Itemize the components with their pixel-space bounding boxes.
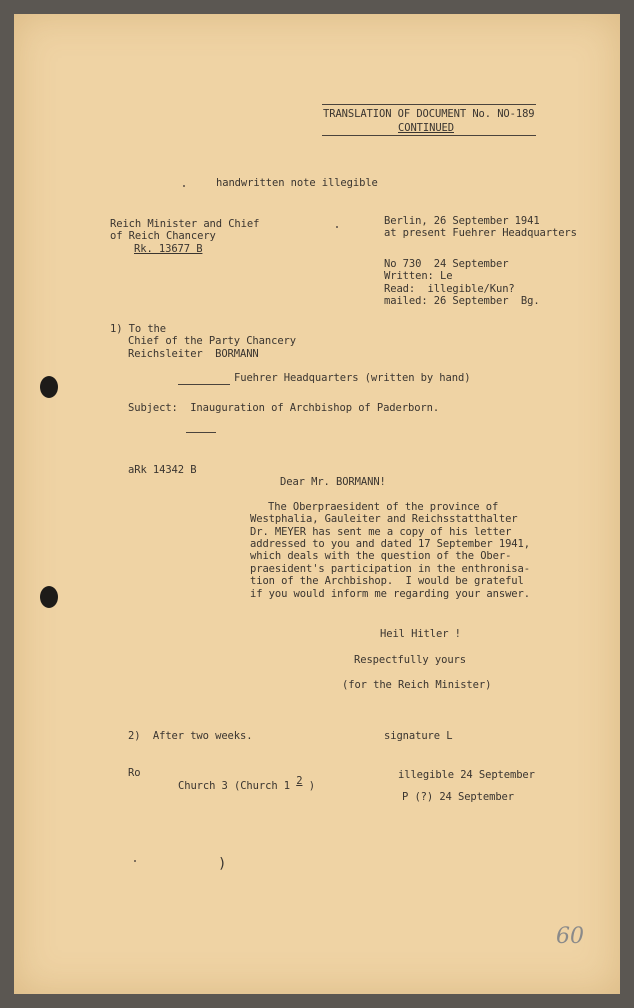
reference-number: aRk 14342 B (128, 464, 197, 476)
body-line: The Oberpraesident of the province of (268, 501, 499, 513)
dash-line-short (186, 432, 216, 433)
recipient-line1: 1) To the (110, 323, 166, 335)
registry-line2: Written: Le (384, 270, 453, 282)
church-file-note (178, 775, 315, 792)
sender-reference: Rk. 13677 B (134, 243, 203, 255)
after-two-weeks: 2) After two weeks. (128, 730, 253, 742)
dash-line (178, 384, 230, 385)
handwritten-note-label: handwritten note illegible (216, 177, 378, 189)
body-line: praesident's participation in the enthronisa- (250, 563, 530, 575)
registry-line4: mailed: 26 September Bg. (384, 295, 540, 307)
sender-line1: Reich Minister and Chief (110, 218, 260, 230)
header-rule-top (322, 104, 536, 105)
closing-for-reich-minister: (for the Reich Minister) (342, 679, 492, 691)
illegible-date: illegible 24 September (398, 769, 535, 781)
registry-line1: No 730 24 September (384, 258, 509, 270)
salutation: Dear Mr. BORMANN! (280, 476, 386, 488)
fuehrer-headquarters-note: Fuehrer Headquarters (written by hand) (234, 372, 471, 384)
punch-hole-bottom (40, 586, 58, 608)
header-continued: CONTINUED (398, 122, 454, 134)
place-date-line1: Berlin, 26 September 1941 (384, 215, 540, 227)
recipient-line3: Reichsleiter BORMANN (128, 348, 259, 360)
header-rule-bottom (322, 135, 536, 136)
church-fraction-close: ) (308, 780, 315, 792)
body-line: tion of the Archbishop. I would be grateful (250, 575, 524, 587)
ro-initials: Ro (128, 767, 141, 779)
header-title: TRANSLATION OF DOCUMENT No. NO-189 (323, 108, 535, 120)
p-date: P (?) 24 September (402, 791, 514, 803)
place-date-line2: at present Fuehrer Headquarters (384, 227, 577, 239)
stray-mark: ) (218, 856, 227, 872)
body-line: which deals with the question of the Ober- (250, 550, 512, 562)
closing-heil: Heil Hitler ! (380, 628, 461, 640)
speck (336, 226, 338, 228)
body-line: Westphalia, Gauleiter and Reichsstatthalter (250, 513, 518, 525)
church-file-text: Church 3 (Church 1 (178, 780, 290, 792)
body-line: addressed to you and dated 17 September 1941, (250, 538, 530, 550)
body-line: if you would inform me regarding your answer. (250, 588, 530, 600)
body-line: Dr. MEYER has sent me a copy of his letter (250, 526, 512, 538)
handwritten-page-number: 60 (556, 924, 584, 949)
closing-respectfully: Respectfully yours (354, 654, 466, 666)
sender-line2: of Reich Chancery (110, 230, 216, 242)
speck (134, 860, 136, 862)
speck (183, 185, 185, 187)
punch-hole-top (40, 376, 58, 398)
church-fraction-numerator: 2 (296, 775, 303, 787)
registry-line3: Read: illegible/Kun? (384, 283, 515, 295)
recipient-line2: Chief of the Party Chancery (128, 335, 296, 347)
signature-note: signature L (384, 730, 453, 742)
subject-line: Subject: Inauguration of Archbishop of Paderborn. (128, 402, 440, 414)
document-page (14, 14, 620, 994)
